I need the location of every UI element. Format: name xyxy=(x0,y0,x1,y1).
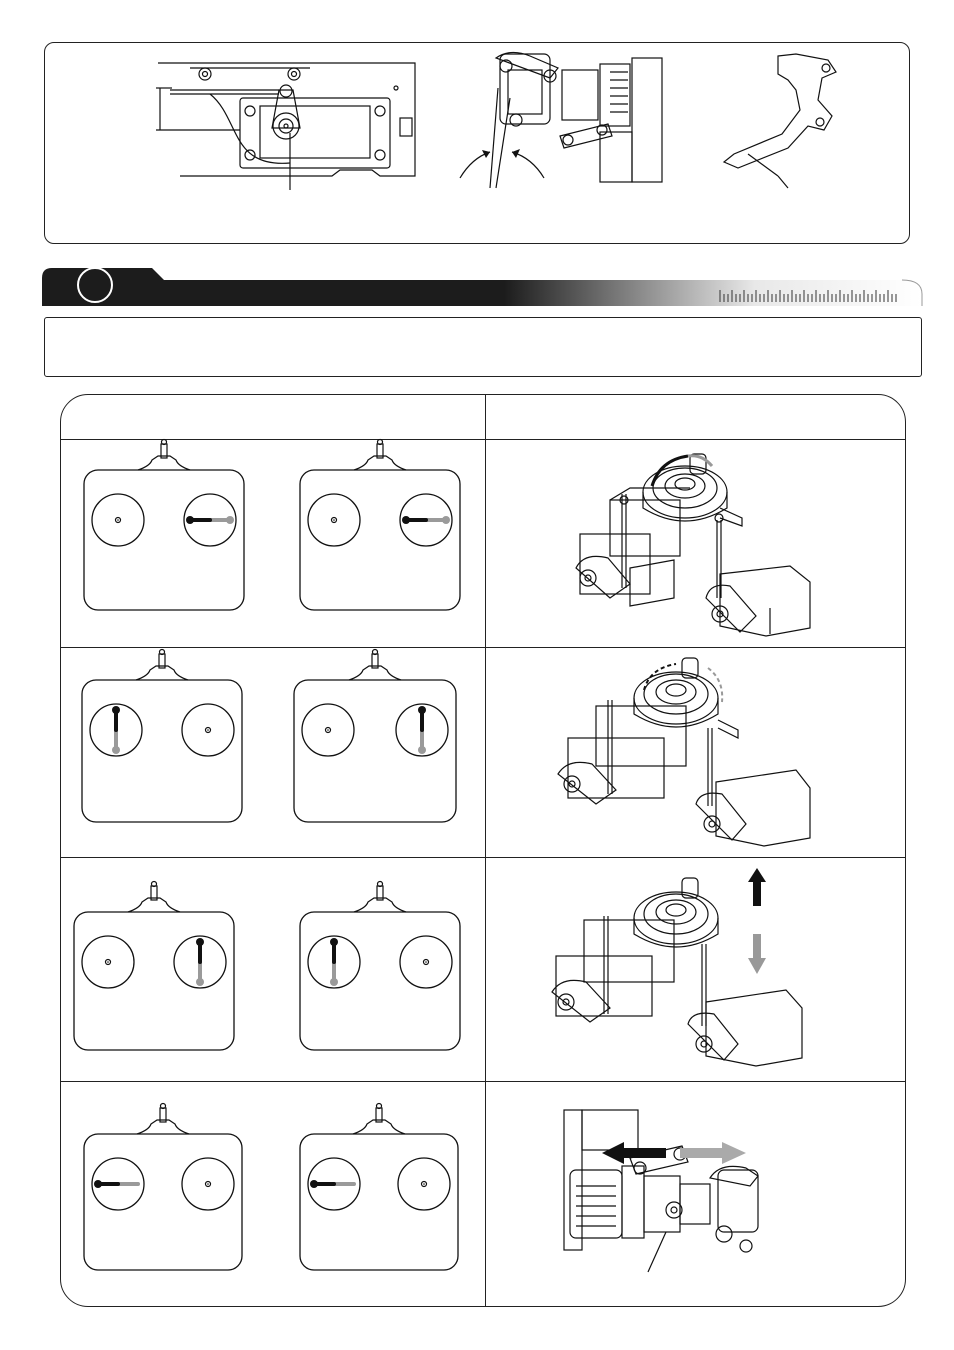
transmitter-aileron-2 xyxy=(300,440,460,611)
right-stick-gimbal xyxy=(184,494,236,546)
left-stick-gimbal xyxy=(82,936,134,988)
left-stick-gimbal xyxy=(308,936,360,988)
transmitter-body xyxy=(82,680,242,822)
transmitter-body xyxy=(74,912,234,1050)
transmitter-body xyxy=(84,470,244,610)
transmitter-body xyxy=(84,1134,242,1270)
transmitter-pitch-1 xyxy=(82,650,242,823)
transmitter-body xyxy=(294,680,456,822)
right-stick-gimbal xyxy=(182,1158,234,1210)
transmitter-rudder-2 xyxy=(300,1104,458,1271)
transmitter-elevator-2 xyxy=(300,882,460,1051)
right-stick-gimbal xyxy=(174,936,226,988)
right-stick-gimbal xyxy=(400,494,452,546)
right-stick-gimbal xyxy=(396,704,448,756)
transmitter-aileron-1 xyxy=(84,440,244,611)
left-stick-gimbal xyxy=(90,704,142,756)
left-stick-gimbal xyxy=(302,704,354,756)
transmitter-body xyxy=(300,470,460,610)
left-stick-gimbal xyxy=(308,1158,360,1210)
transmitter-pitch-2 xyxy=(294,650,456,823)
left-stick-gimbal xyxy=(92,494,144,546)
left-stick-gimbal xyxy=(92,1158,144,1210)
left-stick-gimbal xyxy=(308,494,360,546)
swashplate-elevator-diagram xyxy=(546,864,816,1074)
transmitter-rudder-1 xyxy=(84,1104,242,1271)
transmitter-body xyxy=(300,912,460,1050)
swashplate-aileron-diagram xyxy=(570,448,820,638)
transmitter-body xyxy=(300,1134,458,1270)
swashplate-rudder-diagram xyxy=(560,1106,770,1276)
right-stick-gimbal xyxy=(398,1158,450,1210)
right-stick-gimbal xyxy=(182,704,234,756)
swashplate-pitch-diagram xyxy=(546,654,816,854)
transmitter-elevator-1 xyxy=(74,882,234,1051)
right-stick-gimbal xyxy=(400,936,452,988)
